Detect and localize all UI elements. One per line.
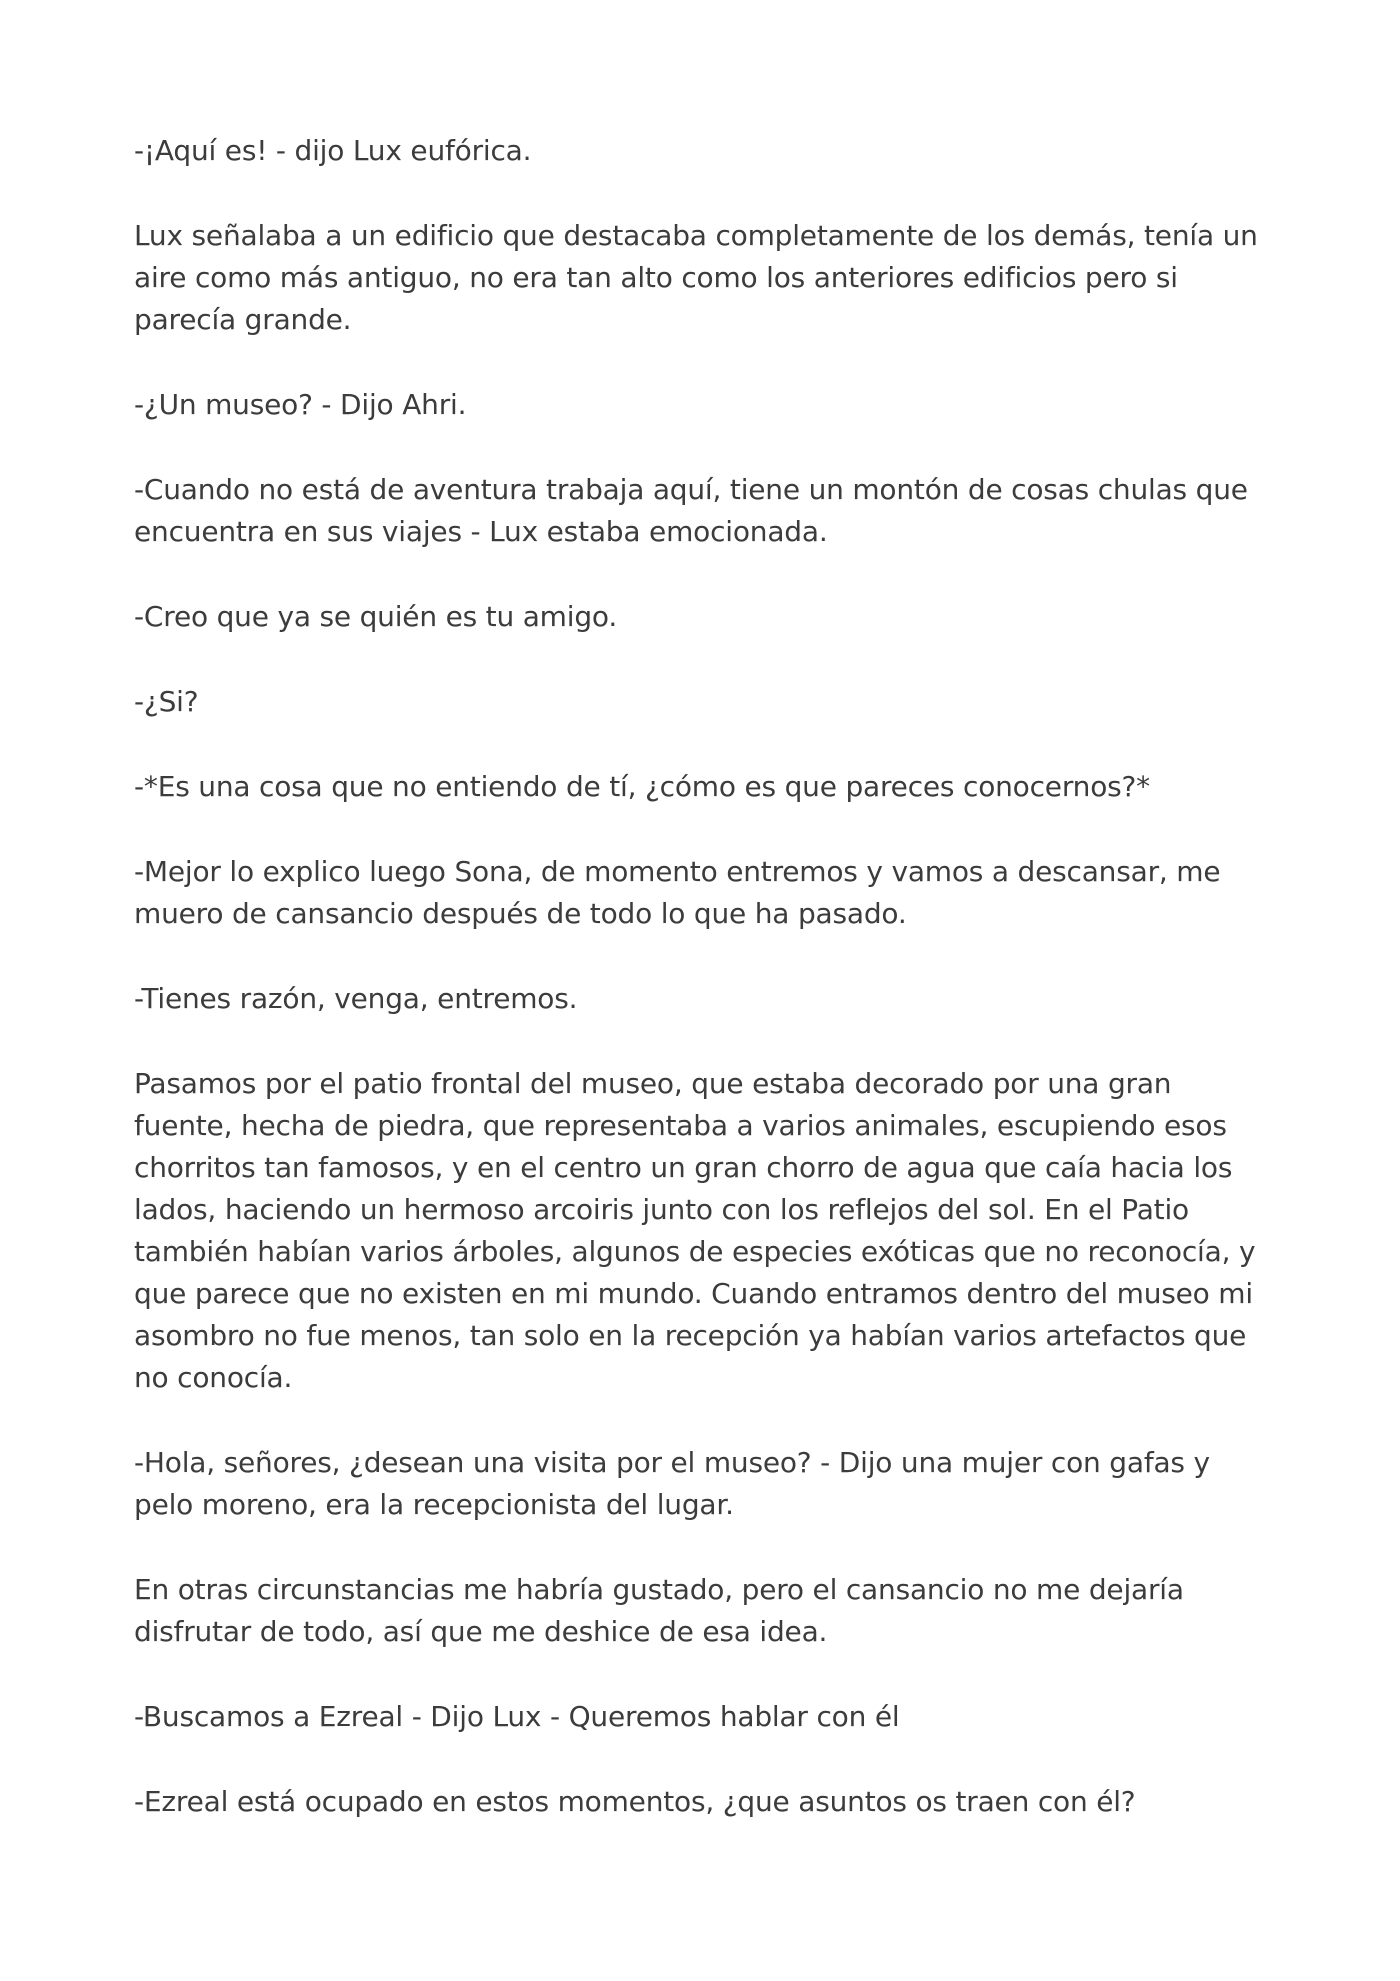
paragraph-1: -¡Aquí es! - dijo Lux eufórica. — [134, 134, 532, 167]
paragraph-7: -*Es una cosa que no entiendo de tí, ¿cómo es que pareces conocernos?* — [134, 770, 1150, 803]
paragraph-2: Lux señalaba a un edificio que destacaba completamente de los demás, tenía un aire como más antiguo, no era tan alto como los anteriores edificios pero si parecía grande. — [134, 219, 1258, 336]
paragraph-9: -Tienes razón, venga, entremos. — [134, 982, 578, 1015]
story-text — [134, 130, 1264, 1866]
paragraph-11: -Hola, señores, ¿desean una visita por el museo? - Dijo una mujer con gafas y pelo moreno, era la recepcionista del lugar. — [134, 1446, 1210, 1521]
paragraph-8: -Mejor lo explico luego Sona, de momento entremos y vamos a descansar, me muero de cansancio después de todo lo que ha pasado. — [134, 855, 1221, 930]
paragraph-5: -Creo que ya se quién es tu amigo. — [134, 600, 618, 633]
paragraph-6: -¿Si? — [134, 685, 199, 718]
paragraph-10: Pasamos por el patio frontal del museo, que estaba decorado por una gran fuente, hecha de piedra, que representaba a varios animales, escupiendo esos chorritos tan famosos, y en el centro un gran chorro de agua que caía hacia los lados, haciendo un hermoso arcoiris junto con los reflejos del sol. En el Patio también habían varios árboles, algunos de especies exóticas que no reconocía, y que parece que no existen en mi mundo. Cuando entramos dentro del museo mi asombro no fue menos, tan solo en la recepción ya habían varios artefactos que no conocía. — [134, 1067, 1256, 1394]
paragraph-12: En otras circunstancias me habría gustado, pero el cansancio no me dejaría disfrutar de todo, así que me deshice de esa idea. — [134, 1573, 1184, 1648]
paragraph-4: -Cuando no está de aventura trabaja aquí, tiene un montón de cosas chulas que encuentra en sus viajes - Lux estaba emocionada. — [134, 473, 1248, 548]
paragraph-3: -¿Un museo? - Dijo Ahri. — [134, 388, 467, 421]
paragraph-13: -Buscamos a Ezreal - Dijo Lux - Queremos hablar con él — [134, 1700, 900, 1733]
paragraph-14: -Ezreal está ocupado en estos momentos, ¿que asuntos os traen con él? — [134, 1785, 1136, 1818]
